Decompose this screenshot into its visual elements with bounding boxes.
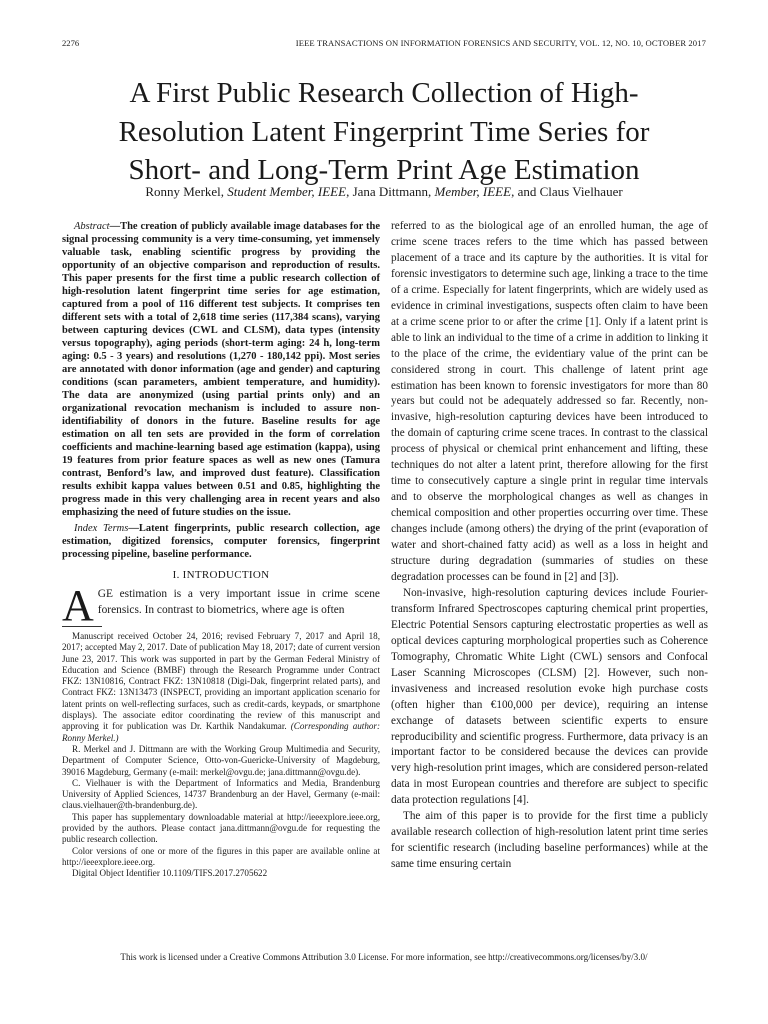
intro-paragraph bbox=[62, 581, 380, 630]
footnote-manuscript bbox=[62, 631, 380, 744]
author-2: , Jana Dittmann, bbox=[346, 184, 435, 199]
right-column bbox=[391, 219, 708, 873]
page-number: 2276 bbox=[62, 38, 80, 48]
author-1-role: Student Member, IEEE bbox=[227, 184, 347, 199]
paper-title bbox=[50, 74, 718, 190]
body-paragraph-1: referred to as the biological age of an enrolled human, the age of crime scene traces refers to the time which has passed between placement of a trace and its capture by the authorities. It is vital for forensic investigators to determine such age, linking a trace to the time of a crime. Especially for latent fingerprints, which are widely used as evidence in criminal investigations, suspects often claim to have been at a crime scene prior to or after the crime [1]. Only if a latent print is able to link an individual to the time of a crime in addition to linking it to the place of the crime, the evidentiary value of the print can be considered strong in court. This challenge of latent print age estimation has been known to forensic investigators for more than 80 years but could not be adequately addressed so far. Recently, non-invasive, high-resolution capturing devices have been introduced to the domain of capturing crime scene traces. In contrast to the classical process of physical or chemical print enhancement and lifting, these techniques do not alter a latent print, therefore allowing for the first time to consecutively capture a single print in regular time intervals and to observe the morphological changes as well as changes in chemical composition and other properties occurring over time. These changes include (among others) the drying of the print (evaporation of water and short-chained fatty acid) as well as a loss in height and structure during degradation (summaries of studies on these degradation processes can be found in [2] and [3]). bbox=[391, 220, 708, 583]
left-column bbox=[62, 220, 380, 880]
drop-cap: A bbox=[62, 581, 94, 630]
author-list bbox=[50, 184, 718, 200]
abstract-text: —The creation of publicly available image databases for the signal processing community is a very time-consuming, yet immensely valuable task, enabling scientific progress by providing the opportunity of an objective comparison and reproduction of results. This paper presents for the first time a public research collection of high-resolution latent fingerprint time series for age estimation, captured from a pool of 116 different test subjects. It comprises ten different sets with a total of 2,618 time series (117,384 scans), varying between capturing devices (CWL and CLSM), data types (intensity versus topography), aging periods (short-term aging: 24 h, long-term aging: 0.5 - 3 years) and resolutions (1,270 - 180,142 ppi). Most series are annotated with donor information (age and gender) and capturing conditions (scan parameters, ambient temperature, and humidity). The data are anonymized (using partial prints only) and an organizational revocation mechanism is included to assure non-identifiability of donors in the future. Baseline results for age estimation on all ten sets are provided in the form of correlation coefficients and machine-learning based age estimation (kappa), using 19 features from prior feature spaces as well as new ones (Tamura contrast, Benford’s law, and improved dust feature). Classification results exhibit kappa values between 0.51 and 0.85, highlighting the progress made in this very challenging area in recent years and also emphasizing the need of future studies on the issue. bbox=[62, 221, 380, 518]
footnote-affiliation-2: C. Vielhauer is with the Department of Informatics and Media, Brandenburg University of Applied Sciences, 14737 Brandenburg an der Havel, Germany (e-mail: claus.vielhauer@th-brandenburg.de). bbox=[62, 777, 380, 811]
body-paragraph-2: Non-invasive, high-resolution capturing devices include Fourier-transform Infrared Spectroscopes capturing chemical print properties, Electric Potential Sensors capturing electrostatic properties as well as optical devices capturing morphological properties such as Coherence Tomography, Chromatic White Light (CWL) sensors and Confocal Laser Scanning Microscopes (CLSM) [2]. However, such non-invasiveness and increased resolution evoke high purchase costs (often higher than €100,000 per device), requiring an intense exchange of datasets between scientific experts to ensure reproducibility and scientific progress. Furthermore, data privacy is an important factor to be considered because the devices can provide very high-resolution print images, which are considered person-related data in most European countries and therefore are subject to specific data protection regulations [4]. bbox=[391, 586, 708, 807]
title-line-1: A First Public Research Collection of High- bbox=[129, 77, 639, 109]
author-2-role: Member, IEEE bbox=[434, 184, 512, 199]
footnote-manuscript-text: Manuscript received October 24, 2016; revised February 7, 2017 and April 18, 2017; accepted May 2, 2017. Date of publication May 18, 2017; date of current version June 23, 2017. This work was supported in part by the German Federal Ministry of Education and Science (BMBF) through the Research Programme under Contract FKZ: 13N10816, Contract FKZ: 13N10818 (Digi-Dak, fingerprint related parts), and Contract FKZ: 13N13473 (INSPECT, providing an important application scenario for latent prints on well-reflecting surfaces, such as credit-cards, keypads, or smartphone displays). The associate editor coordinating the review of this manuscript and approving it for publication was Dr. Karthik Nandakumar. bbox=[62, 631, 380, 732]
author-3: , and Claus Vielhauer bbox=[511, 184, 623, 199]
body-paragraph-3: The aim of this paper is to provide for the first time a publicly available research collection of high-resolution latent print time series for scientific research (including baseline performances) while at the same time ensuring certain bbox=[391, 810, 708, 871]
footnote-supplementary: This paper has supplementary downloadable material at http://ieeexplore.ieee.org, provided by the authors. Please contact jana.dittmann@ovgu.de for requesting the public research collection. bbox=[62, 811, 380, 845]
corresponding-author: (Corresponding author: Ronny Merkel.) bbox=[62, 721, 380, 743]
license-footer: This work is licensed under a Creative Commons Attribution 3.0 License. For more information, see http://creativecommons.org/licenses/by/3.0/ bbox=[120, 952, 648, 962]
journal-header: IEEE TRANSACTIONS ON INFORMATION FORENSICS AND SECURITY, VOL. 12, NO. 10, OCTOBER 2017 bbox=[295, 38, 706, 48]
abstract-label: Abstract bbox=[74, 221, 110, 232]
running-header bbox=[62, 38, 706, 50]
title-line-2: Resolution Latent Fingerprint Time Series for bbox=[118, 115, 650, 148]
intro-text: GE estimation is a very important issue in crime scene forensics. In contrast to biometrics, where age is often bbox=[97, 588, 380, 616]
title-line-3: Short- and Long-Term Print Age Estimation bbox=[128, 154, 640, 186]
author-1: Ronny Merkel, bbox=[145, 184, 228, 199]
footnote-doi: Digital Object Identifier 10.1109/TIFS.2017.2705622 bbox=[72, 868, 268, 879]
index-terms-label: Index Terms bbox=[74, 523, 129, 534]
index-terms-text: —Latent fingerprints, public research collection, age estimation, digitized forensics, computer forensics, fingerprint processing pipeline, baseline performance. bbox=[62, 523, 380, 560]
index-terms bbox=[62, 522, 380, 561]
section-heading: I. INTRODUCTION bbox=[172, 569, 270, 581]
footnote-color: Color versions of one or more of the figures in this paper are available online at http://ieeexplore.ieee.org. bbox=[62, 845, 380, 867]
footnote-affiliation-1: R. Merkel and J. Dittmann are with the Working Group Multimedia and Security, Department of Computer Science, Otto-von-Guericke-University of Magdeburg, 39016 Magdeburg, Germany (e-mail: merkel@ovgu.de; jana.dittmann@ovgu.de). bbox=[62, 743, 380, 777]
abstract bbox=[62, 220, 380, 519]
